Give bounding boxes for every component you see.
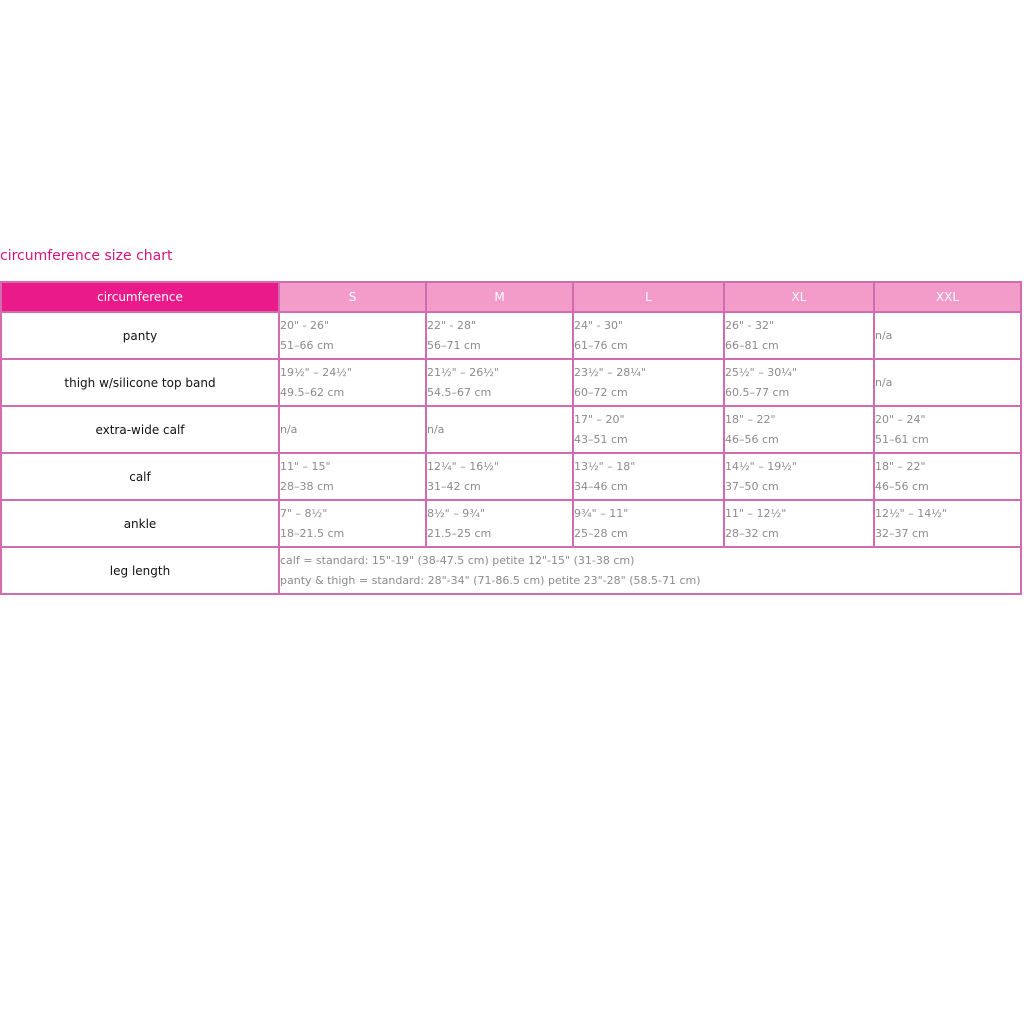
row-label: leg length (1, 547, 279, 594)
size-value-cell (874, 359, 1021, 406)
size-value-line: 46–56 cm (725, 432, 779, 446)
size-value-line: 11" – 12½" (725, 506, 787, 520)
size-value-line: 23½" – 28¼" (574, 365, 646, 379)
size-value-line: 11" – 15" (280, 459, 331, 473)
size-value-line: 56–71 cm (427, 338, 481, 352)
size-value-line: 31–42 cm (427, 479, 481, 493)
row-label: panty (1, 312, 279, 359)
size-value-cell (426, 500, 573, 547)
size-value-line: 66–81 cm (725, 338, 779, 352)
size-value-line: n/a (280, 422, 298, 436)
size-value-cell (279, 359, 426, 406)
leg-length-line: panty & thigh = standard: 28"-34" (71-86.5 cm) petite 23"-28" (58.5-71 cm) (280, 573, 701, 587)
size-value-line: 18–21.5 cm (280, 526, 345, 540)
table-row (1, 406, 1021, 453)
size-value-cell (573, 500, 724, 547)
header-size-xxl: XXL (874, 282, 1021, 312)
size-value-line: 61–76 cm (574, 338, 628, 352)
table-row-leg-length (1, 547, 1021, 594)
header-circumference: circumference (1, 282, 279, 312)
size-value-line: 13½" – 18" (574, 459, 636, 473)
row-label: thigh w/silicone top band (1, 359, 279, 406)
size-value-cell (724, 406, 874, 453)
size-value-line: 37–50 cm (725, 479, 779, 493)
size-value-line: 46–56 cm (875, 479, 929, 493)
size-value-line: 51–61 cm (875, 432, 929, 446)
size-value-line: 18" – 22" (725, 412, 776, 426)
size-value-cell (573, 453, 724, 500)
size-value-line: n/a (875, 328, 893, 342)
size-value-line: 26" - 32" (725, 318, 775, 332)
size-chart-title: circumference size chart (0, 248, 173, 264)
header-size-xl: XL (724, 282, 874, 312)
table-header-row (1, 282, 1021, 312)
size-value-cell (279, 500, 426, 547)
size-value-line: 18" – 22" (875, 459, 926, 473)
size-value-line: 17" – 20" (574, 412, 625, 426)
size-value-line: 14½" – 19½" (725, 459, 797, 473)
size-value-line: 22" - 28" (427, 318, 477, 332)
table-row (1, 453, 1021, 500)
size-chart-table (0, 281, 1022, 595)
size-value-cell (573, 406, 724, 453)
size-value-cell (874, 312, 1021, 359)
size-value-line: 25–28 cm (574, 526, 628, 540)
size-value-cell (279, 453, 426, 500)
size-value-cell (426, 453, 573, 500)
size-value-cell (426, 406, 573, 453)
size-value-line: 20" – 24" (875, 412, 926, 426)
size-value-cell (874, 406, 1021, 453)
leg-length-value (279, 547, 1021, 594)
size-value-line: 21.5–25 cm (427, 526, 492, 540)
size-value-line: 25½" – 30¼" (725, 365, 797, 379)
size-value-cell (426, 359, 573, 406)
size-value-line: 7" – 8½" (280, 506, 328, 520)
size-value-line: 19½" – 24½" (280, 365, 352, 379)
leg-length-line: calf = standard: 15"-19" (38-47.5 cm) petite 12"-15" (31-38 cm) (280, 553, 635, 567)
size-value-cell (279, 406, 426, 453)
size-value-cell (874, 500, 1021, 547)
row-label: calf (1, 453, 279, 500)
row-label: extra-wide calf (1, 406, 279, 453)
size-value-cell (874, 453, 1021, 500)
size-value-cell (573, 359, 724, 406)
size-value-cell (573, 312, 724, 359)
size-value-cell (724, 500, 874, 547)
table-row (1, 359, 1021, 406)
size-value-line: 12¼" – 16½" (427, 459, 499, 473)
size-value-line: 24" - 30" (574, 318, 624, 332)
size-value-line: 21½" – 26½" (427, 365, 499, 379)
size-value-line: 51–66 cm (280, 338, 334, 352)
table-row (1, 312, 1021, 359)
size-value-line: 8½" – 9¾" (427, 506, 485, 520)
header-size-m: M (426, 282, 573, 312)
size-value-line: 60–72 cm (574, 385, 628, 399)
size-value-line: n/a (427, 422, 445, 436)
size-value-line: 28–32 cm (725, 526, 779, 540)
size-value-cell (724, 359, 874, 406)
size-value-line: 28–38 cm (280, 479, 334, 493)
size-value-line: 12½" – 14½" (875, 506, 947, 520)
size-value-cell (279, 312, 426, 359)
size-value-line: 60.5–77 cm (725, 385, 790, 399)
size-value-line: 34–46 cm (574, 479, 628, 493)
row-label: ankle (1, 500, 279, 547)
size-value-line: 20" - 26" (280, 318, 330, 332)
table-row (1, 500, 1021, 547)
size-value-line: 32–37 cm (875, 526, 929, 540)
size-value-cell (426, 312, 573, 359)
size-value-cell (724, 312, 874, 359)
size-value-line: 54.5–67 cm (427, 385, 492, 399)
header-size-s: S (279, 282, 426, 312)
size-value-line: 49.5–62 cm (280, 385, 345, 399)
size-value-line: 43–51 cm (574, 432, 628, 446)
size-value-line: n/a (875, 375, 893, 389)
header-size-l: L (573, 282, 724, 312)
size-value-cell (724, 453, 874, 500)
size-value-line: 9¾" – 11" (574, 506, 629, 520)
